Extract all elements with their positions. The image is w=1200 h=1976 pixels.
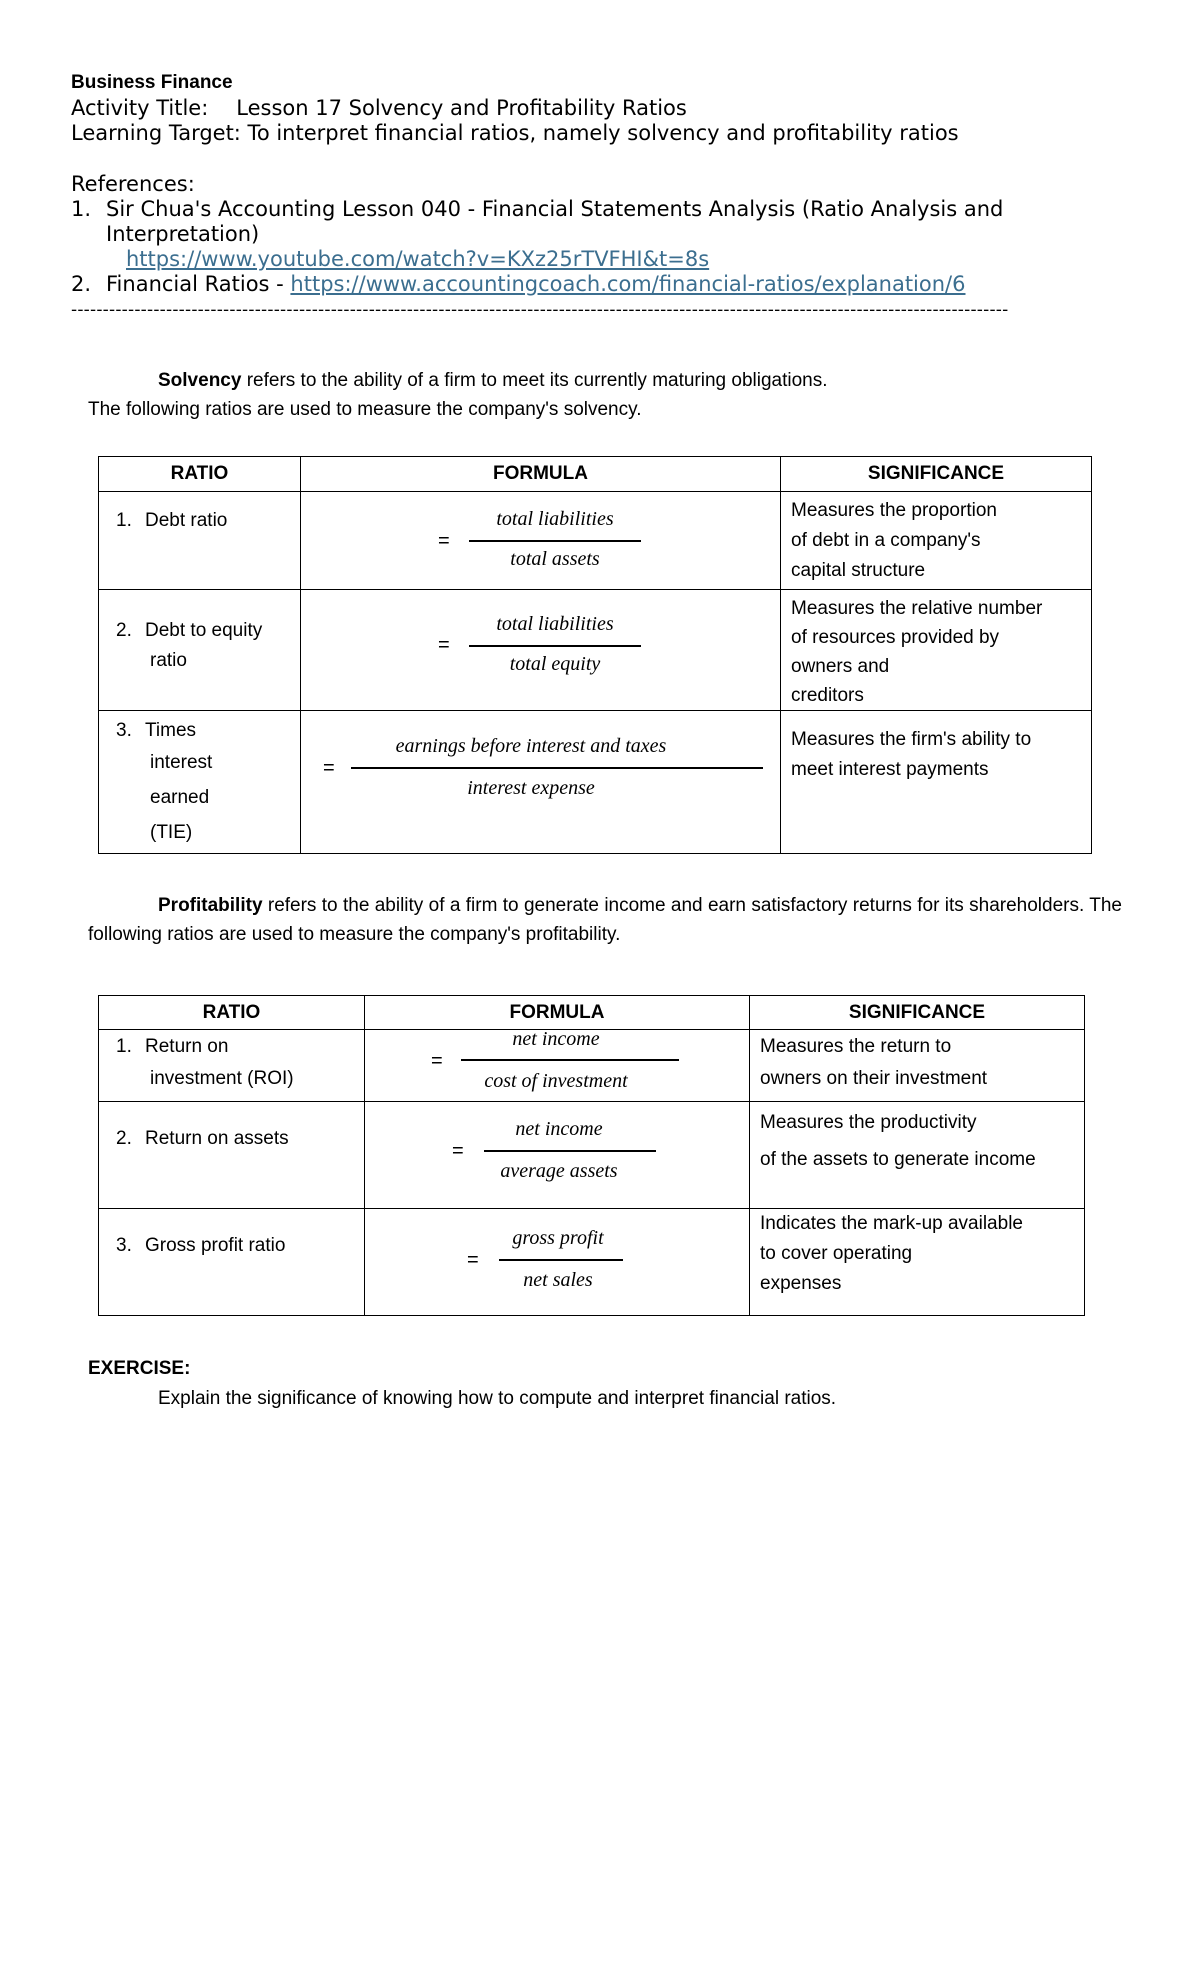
significance-line: Indicates the mark-up available [760, 1213, 1023, 1234]
significance-line: owners on their investment [760, 1068, 988, 1089]
significance-line: creditors [791, 685, 864, 706]
ratio-number: 3. [116, 720, 132, 741]
ratio-name-continued: (TIE) [150, 822, 193, 843]
ratio-name: Gross profit ratio [145, 1235, 286, 1256]
equals-sign: = [452, 1140, 464, 1162]
table-row [99, 1209, 1085, 1316]
significance-line: meet interest payments [791, 759, 989, 780]
formula-fraction [499, 1227, 627, 1297]
exercise-heading: EXERCISE: [88, 1358, 191, 1379]
formula-numerator: total liabilities [496, 613, 614, 635]
learning-target: Learning Target: To interpret financial ratios, namely solvency and profitability ratios [71, 121, 959, 145]
column-header-ratio: RATIO [99, 996, 365, 1030]
ratio-name-continued: interest [150, 752, 213, 773]
ratio-name: Debt ratio [145, 510, 228, 531]
solvency-ratio-table [98, 456, 1092, 854]
significance-cell [750, 1030, 1085, 1102]
fraction-bar [351, 767, 763, 769]
ratio-name: Return on [145, 1036, 229, 1057]
formula-fraction [461, 1028, 683, 1098]
ratio-name-cell [99, 711, 301, 854]
ratio-name-cell [99, 590, 301, 711]
ratio-name-continued: earned [150, 787, 210, 808]
fraction-bar [469, 540, 641, 542]
reference-2-link[interactable]: https://www.accountingcoach.com/financial-ratios/explanation/6 [290, 272, 966, 296]
profitability-definition-text: refers to the ability of a firm to generate income and earn satisfactory returns for its shareholders. The following ratios are used to measure the company's profitability. [88, 895, 1128, 945]
formula-numerator: total liabilities [496, 508, 614, 530]
equals-sign: = [431, 1050, 443, 1072]
ratio-number: 1. [116, 1036, 132, 1057]
formula-denominator: total assets [510, 548, 600, 570]
subject-title: Business Finance [71, 72, 233, 93]
table-row [99, 590, 1092, 711]
reference-1-continued: Interpretation) [106, 222, 260, 246]
profitability-definition [88, 891, 1128, 949]
exercise-prompt: Explain the significance of knowing how to compute and interpret financial ratios. [158, 1388, 837, 1409]
formula-denominator: cost of investment [484, 1070, 628, 1092]
fraction-bar [484, 1150, 656, 1152]
reference-number: 1. [71, 197, 92, 221]
ratio-name-cell [99, 1030, 365, 1102]
table-row [99, 1030, 1085, 1102]
formula-cell [301, 711, 781, 854]
ratio-name-cell [99, 492, 301, 590]
solvency-definition-text: refers to the ability of a firm to meet its currently maturing obligations. [241, 370, 828, 391]
significance-cell [781, 590, 1092, 711]
column-header-ratio: RATIO [99, 457, 301, 492]
formula-denominator: interest expense [467, 777, 595, 799]
significance-line: Measures the proportion [791, 500, 997, 521]
significance-cell [781, 492, 1092, 590]
ratio-name-continued: investment (ROI) [150, 1068, 294, 1089]
significance-line: to cover operating [760, 1243, 913, 1264]
reference-text: Sir Chua's Accounting Lesson 040 - Financial Statements Analysis (Ratio Analysis and [106, 197, 1004, 221]
column-header-formula: FORMULA [301, 457, 781, 492]
equals-sign: = [323, 757, 335, 779]
significance-line: expenses [760, 1273, 842, 1294]
ratio-name: Return on assets [145, 1128, 289, 1149]
formula-denominator: total equity [509, 653, 601, 675]
ratio-name: Debt to equity [145, 620, 263, 641]
fraction-bar [469, 645, 641, 647]
solvency-definition [158, 366, 828, 395]
reference-1-link[interactable]: https://www.youtube.com/watch?v=KXz25rTVFHI&t=8s [126, 247, 710, 271]
ratio-name-cell [99, 1102, 365, 1209]
formula-denominator: net sales [523, 1269, 593, 1291]
formula-cell [301, 590, 781, 711]
significance-cell [781, 711, 1092, 854]
equals-sign: = [438, 634, 450, 656]
significance-cell [750, 1209, 1085, 1316]
formula-numerator: net income [512, 1028, 600, 1050]
significance-line: of debt in a company's [791, 530, 981, 551]
solvency-term: Solvency [158, 370, 242, 391]
formula-fraction [351, 735, 763, 805]
reference-text: Financial Ratios - [106, 272, 291, 296]
activity-label: Activity Title: [71, 96, 209, 120]
ratio-name: Times [145, 720, 197, 741]
formula-fraction [469, 613, 641, 683]
equals-sign: = [438, 530, 450, 552]
formula-fraction [469, 508, 641, 578]
significance-line: Measures the return to [760, 1036, 952, 1057]
formula-cell [365, 1030, 750, 1102]
reference-1 [71, 197, 1003, 221]
reference-1-link-line [126, 247, 709, 271]
table-row [99, 711, 1092, 854]
profitability-term: Profitability [158, 895, 263, 916]
formula-fraction [484, 1118, 660, 1188]
reference-2 [71, 272, 966, 296]
activity-title-line [71, 96, 687, 120]
significance-line: Measures the productivity [760, 1112, 977, 1133]
fraction-bar [499, 1259, 623, 1261]
significance-line: of the assets to generate income [760, 1149, 1036, 1170]
separator-line: ---------------------------------------------------------------------------------------------------------------------------------------------------- [71, 300, 1009, 320]
equals-sign: = [467, 1249, 479, 1271]
solvency-intro: The following ratios are used to measure the company's solvency. [88, 399, 642, 420]
significance-line: Measures the relative number [791, 598, 1043, 619]
formula-numerator: net income [515, 1118, 603, 1140]
formula-cell [365, 1102, 750, 1209]
table-header-row [99, 457, 1092, 492]
activity-title: Lesson 17 Solvency and Profitability Ratios [236, 96, 687, 120]
fraction-bar [461, 1059, 679, 1061]
profitability-ratio-table [98, 995, 1085, 1316]
references-label: References: [71, 172, 195, 196]
ratio-name-continued: ratio [150, 650, 187, 671]
formula-numerator: gross profit [512, 1227, 604, 1249]
column-header-formula: FORMULA [365, 996, 750, 1030]
column-header-significance: SIGNIFICANCE [781, 457, 1092, 492]
significance-line: Measures the firm's ability to [791, 729, 1032, 750]
ratio-name-cell [99, 1209, 365, 1316]
significance-line: capital structure [791, 560, 926, 581]
formula-cell [365, 1209, 750, 1316]
ratio-number: 2. [116, 620, 132, 641]
ratio-number: 3. [116, 1235, 132, 1256]
table-row [99, 1102, 1085, 1209]
ratio-number: 2. [116, 1128, 132, 1149]
significance-line: owners and [791, 656, 890, 677]
formula-denominator: average assets [500, 1160, 618, 1182]
significance-line: of resources provided by [791, 627, 1000, 648]
ratio-number: 1. [116, 510, 132, 531]
table-row [99, 492, 1092, 590]
reference-number: 2. [71, 272, 92, 296]
column-header-significance: SIGNIFICANCE [750, 996, 1085, 1030]
table-header-row [99, 996, 1085, 1030]
formula-numerator: earnings before interest and taxes [395, 735, 667, 757]
formula-cell [301, 492, 781, 590]
significance-cell [750, 1102, 1085, 1209]
